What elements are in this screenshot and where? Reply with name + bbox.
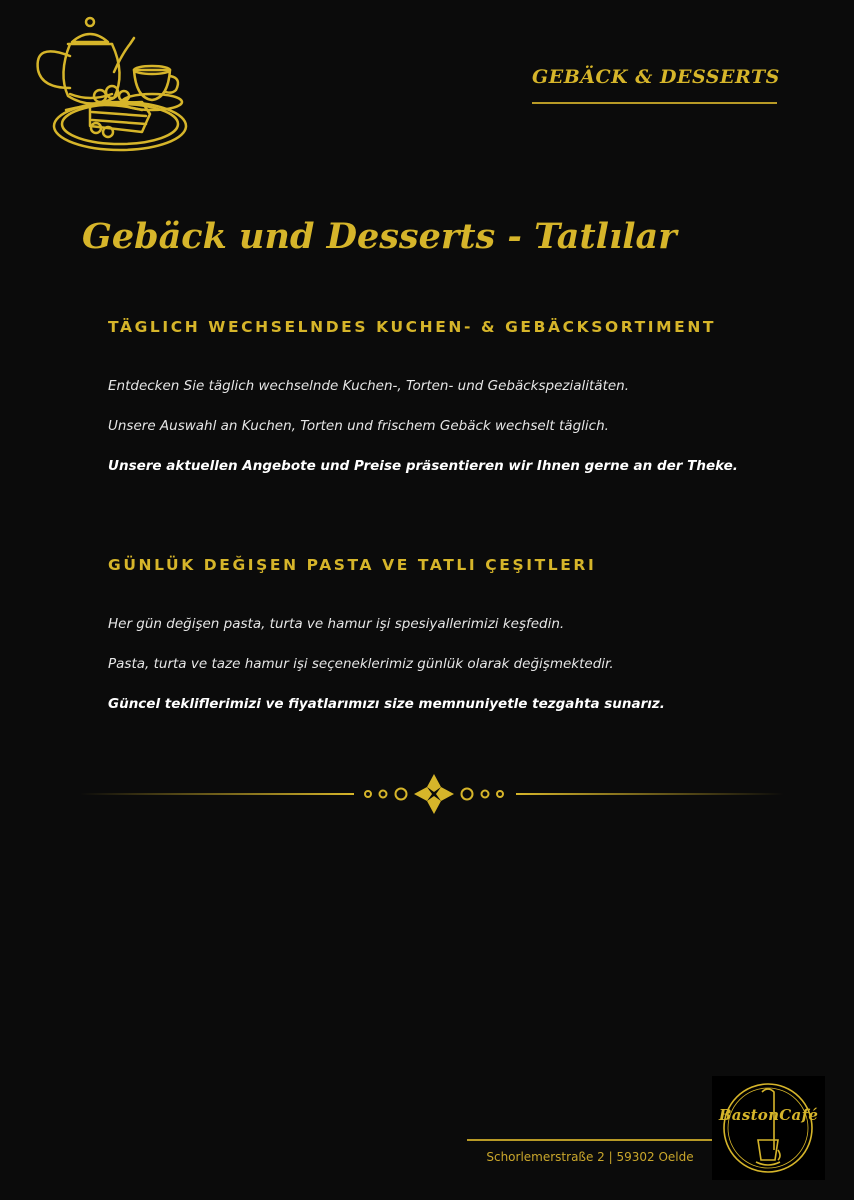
footer-line: [467, 1139, 713, 1141]
brand-name: BastonCafé: [718, 1106, 819, 1124]
baston-cafe-emblem: [712, 1076, 825, 1180]
teapot-cake-logo-icon: [30, 14, 190, 154]
baston-cafe-logo-icon: [712, 1076, 825, 1180]
paragraph-turkish-1: Her gün değişen pasta, turta ve hamur işi spesiyallerimizi keşfedin.: [108, 616, 565, 632]
header-title: GEBÄCK & DESSERTS: [532, 66, 780, 88]
header-underline: [532, 102, 777, 104]
footer-address: Schorlemerstraße 2 | 59302 Oelde: [486, 1150, 694, 1164]
paragraph-turkish-3: Güncel tekliflerimizi ve fiyatlarımızı size memnuniyetle tezgahta sunarız.: [108, 696, 665, 712]
paragraph-turkish-2: Pasta, turta ve taze hamur işi seçeneklerimiz günlük olarak değişmektedir.: [108, 656, 614, 672]
paragraph-german-1: Entdecken Sie täglich wechselnde Kuchen-, Torten- und Gebäckspezialitäten.: [108, 378, 630, 394]
ornament-divider-icon: [80, 770, 784, 818]
paragraph-german-2: Unsere Auswahl an Kuchen, Torten und frischem Gebäck wechselt täglich.: [108, 418, 609, 434]
section-heading-turkish: GÜNLÜK DEĞIŞEN PASTA VE TATLI ÇEŞITLERI: [108, 556, 597, 574]
paragraph-german-3: Unsere aktuellen Angebote und Preise präsentieren wir Ihnen gerne an der Theke.: [108, 458, 738, 474]
section-heading-german: TÄGLICH WECHSELNDES KUCHEN- & GEBÄCKSORTIMENT: [108, 318, 717, 336]
page-title: Gebäck und Desserts - Tatlılar: [82, 216, 677, 257]
